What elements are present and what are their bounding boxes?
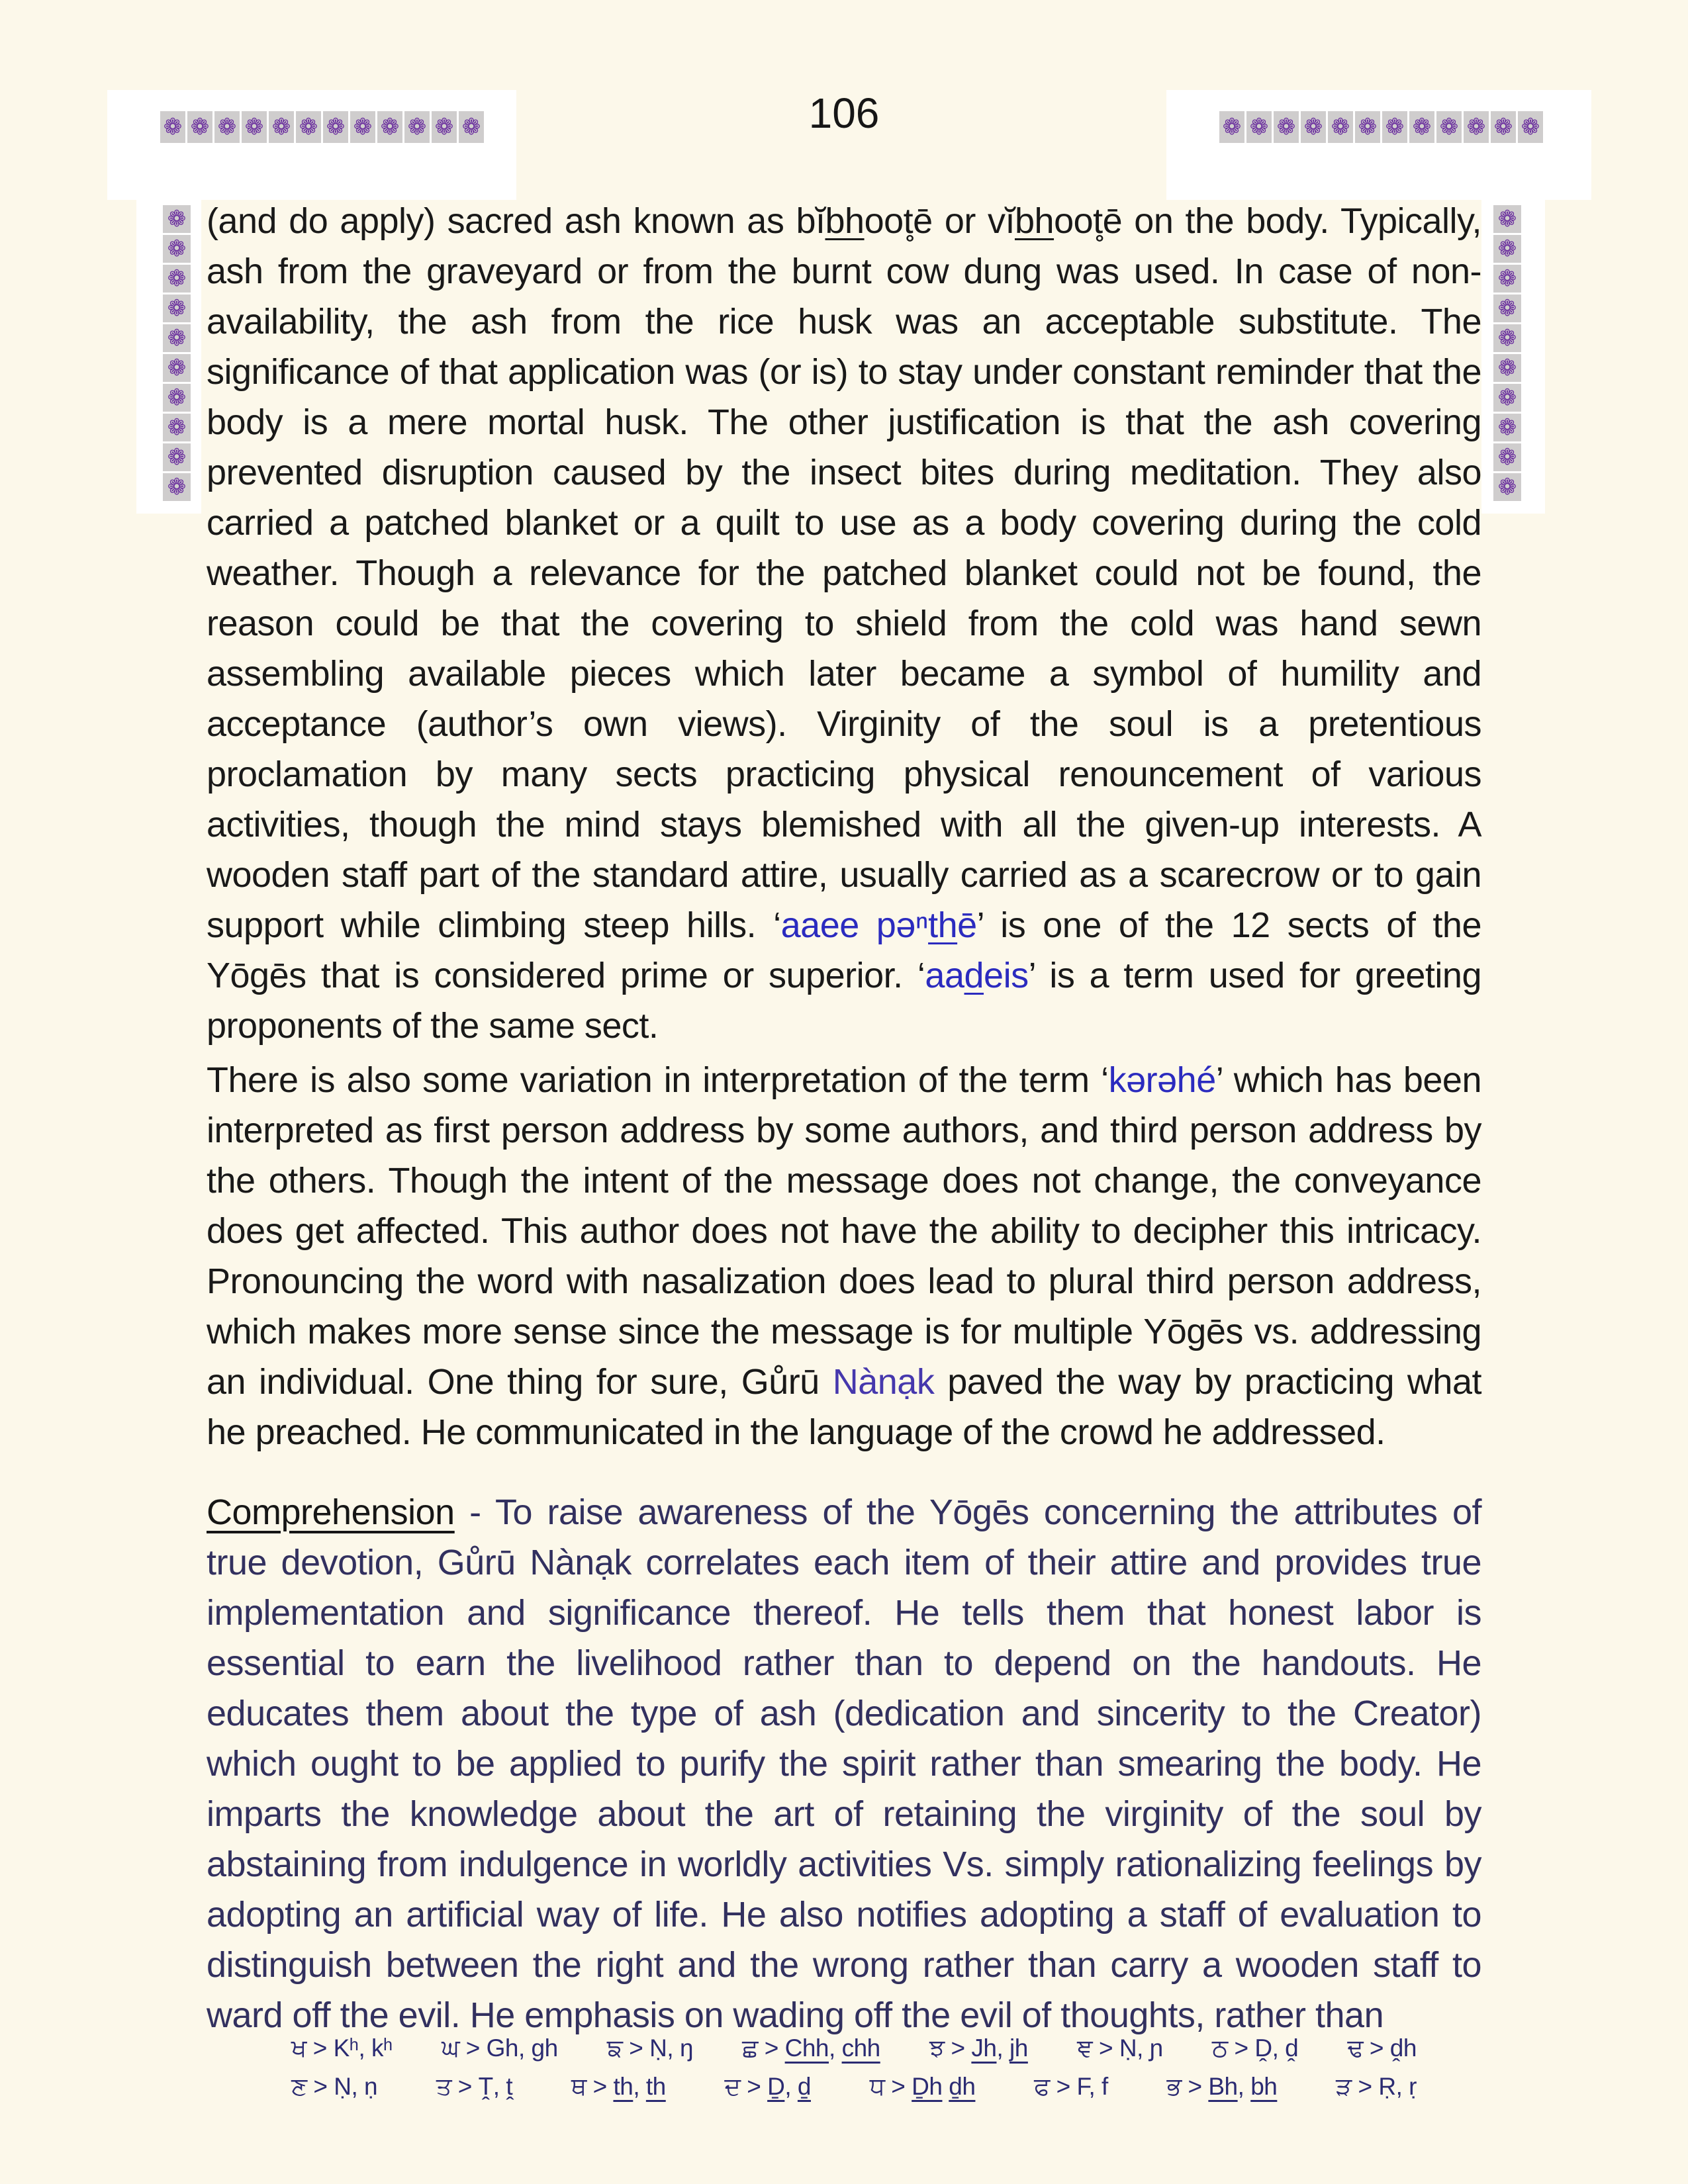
- page-number: 106: [808, 89, 880, 137]
- text-segment: Ḏ: [767, 2073, 785, 2100]
- text-segment: ,: [633, 2073, 646, 2100]
- text-segment: ḏ: [797, 2073, 811, 2100]
- phonetic-transliteration-key: [291, 2033, 1417, 2102]
- flower-icon: ❁: [1493, 473, 1521, 501]
- phonetic-key-item: [1167, 2071, 1278, 2102]
- flower-icon: ❁: [1493, 324, 1521, 352]
- phonetic-key-item: [870, 2071, 976, 2102]
- text-segment: [942, 2073, 949, 2100]
- text-segment: chh: [841, 2034, 880, 2062]
- phonetic-key-item: [1336, 2071, 1417, 2102]
- text-segment: ਝ >: [929, 2034, 972, 2062]
- flower-icon: ❁: [1409, 111, 1434, 143]
- flower-icon: ❁: [163, 384, 191, 412]
- phonetic-key-row-2: [291, 2071, 1417, 2102]
- text-segment: Jh: [971, 2034, 997, 2062]
- flower-icon: ❁: [1246, 111, 1272, 143]
- flower-icon: ❁: [350, 111, 375, 143]
- flower-icon: ❁: [1493, 414, 1521, 441]
- text-segment: ē: [957, 905, 977, 945]
- phonetic-key-item: [442, 2033, 558, 2064]
- flower-icon: ❁: [1493, 295, 1521, 322]
- text-segment: - To raise awareness of the Yōgēs concerning the attributes of true devotion, Gůrū Nànạk correlates each item of their attire and provides true implementation and significance thereof. He tells them that honest labor is essential to earn the livelihood rather than to depend on the handouts. He educates them about the type of ash (dedication and sincerity to the Creator) which ought to be applied to purify the spirit rather than smearing the body. He imparts the knowledge about the art of retaining the virginity of the soul by abstaining from indulgence in worldly activities Vs. simply rationalizing feelings by adopting an artificial way of life. He also notifies adopting a staff of evaluation to distinguish between the right and the wrong rather than carry a wooden staff to ward off the evil. He emphasis on wading off the evil of thoughts, rather than: [207, 1492, 1481, 2035]
- flower-icon: ❁: [1382, 111, 1407, 143]
- paragraph-comprehension: [207, 1487, 1481, 2040]
- text-segment: ,: [1237, 2073, 1251, 2100]
- paragraph-attire-ash: [207, 196, 1481, 1051]
- flower-icon: ❁: [323, 111, 348, 143]
- paragraph-karahe-variation: [207, 1055, 1481, 1457]
- flower-icon: ❁: [163, 324, 191, 352]
- text-segment: ਫ > F, f: [1034, 2073, 1108, 2100]
- phonetic-key-item: [742, 2033, 880, 2064]
- flower-icon: ❁: [163, 205, 191, 233]
- flower-icon: ❁: [1493, 265, 1521, 293]
- text-segment: ਭ >: [1166, 2073, 1209, 2100]
- text-segment: oot̥ē on the body. Typically, ash from the graveyard or from the burnt cow dung was used. In case of non-availability, the ash from the rice husk was an acceptable substitute. The significance of that application was (or is) to stay under constant reminder that the body is a mere mortal husk. The other justification is that the ash covering prevented disruption caused by the insect bites during meditation. They also carried a patched blanket or a quilt to use as a body covering during the cold weather. Though a relevance for the patched blanket could not be found, the reason could be that the covering to shield from the cold was hand sewn assembling available pieces which later became a symbol of humility and acceptance (author’s own views). Virginity of the soul is a pretentious proclamation by many sects practicing physical renouncement of various activities, though the mind stays blemished with all the given-up interests. A wooden staff part of the standard attire, usually carried as a scarecrow or to gain support while climbing steep hills. ‘: [207, 201, 1482, 945]
- flower-icon: ❁: [269, 111, 294, 143]
- text-segment: (and do apply) sacred ash known as bĭ: [207, 201, 825, 241]
- text-segment: ’ which has been interpreted as first person address by some authors, and third person address by the others. Though the intent of the message does not change, the conveyance does get affected. This author does not have the ability to decipher this intricacy. Pronouncing the word with nasalization does lead to plural third person address, which makes more sense since the message is for multiple Yōgēs vs. addressing an individual. One thing for sure, Gůrū: [207, 1060, 1481, 1402]
- phonetic-key-item: [724, 2071, 811, 2102]
- left-flower-border: [163, 205, 191, 501]
- body-text: [207, 196, 1481, 2040]
- text-segment: ਛ >: [742, 2034, 785, 2062]
- text-segment: bh: [1250, 2073, 1278, 2100]
- flower-icon: ❁: [163, 295, 191, 322]
- text-segment: ਣ > Ṇ, ṇ: [291, 2073, 378, 2100]
- flower-icon: ❁: [459, 111, 484, 143]
- flower-icon: ❁: [242, 111, 267, 143]
- text-segment: ਢ > ḓh: [1347, 2034, 1417, 2062]
- text-segment: Comprehension: [207, 1492, 455, 1532]
- flower-icon: ❁: [1355, 111, 1380, 143]
- flower-icon: ❁: [1328, 111, 1353, 143]
- text-segment: th: [613, 2073, 633, 2100]
- text-segment: th: [928, 905, 958, 945]
- text-segment: th: [645, 2073, 666, 2100]
- flower-icon: ❁: [163, 265, 191, 293]
- flower-icon: ❁: [163, 414, 191, 441]
- phonetic-key-row-1: [291, 2033, 1417, 2064]
- flower-icon: ❁: [1493, 384, 1521, 412]
- flower-icon: ❁: [432, 111, 457, 143]
- flower-icon: ❁: [163, 354, 191, 382]
- text-segment: ,: [784, 2073, 798, 2100]
- flower-icon: ❁: [1301, 111, 1326, 143]
- phonetic-key-item: [607, 2033, 693, 2064]
- text-segment: kərəhé: [1108, 1060, 1216, 1100]
- text-segment: d: [964, 956, 984, 995]
- phonetic-key-item: [291, 2033, 393, 2064]
- text-segment: ,: [829, 2034, 842, 2062]
- text-segment: ਙ > Ṇ, ŋ: [606, 2034, 693, 2062]
- flower-icon: ❁: [1274, 111, 1299, 143]
- text-segment: ,: [996, 2034, 1010, 2062]
- flower-icon: ❁: [404, 111, 430, 143]
- text-segment: Nànạk: [832, 1362, 935, 1402]
- text-segment: ਠ > Ḓ, ḓ: [1211, 2034, 1299, 2062]
- flower-icon: ❁: [163, 235, 191, 263]
- flower-icon: ❁: [187, 111, 212, 143]
- text-segment: eis: [984, 956, 1029, 995]
- flower-icon: ❁: [214, 111, 240, 143]
- text-segment: There is also some variation in interpretation of the term ‘: [207, 1060, 1109, 1100]
- text-segment: aaee pəⁿ: [780, 905, 929, 945]
- flower-icon: ❁: [1493, 354, 1521, 382]
- text-segment: bh: [1014, 201, 1055, 241]
- text-segment: ਞ > Ṇ, ɲ: [1077, 2034, 1163, 2062]
- text-segment: ਧ >: [869, 2073, 912, 2100]
- text-segment: ਥ >: [571, 2073, 614, 2100]
- flower-icon: ❁: [296, 111, 321, 143]
- flower-icon: ❁: [163, 473, 191, 501]
- flower-icon: ❁: [160, 111, 185, 143]
- phonetic-key-item: [436, 2071, 512, 2102]
- text-segment: ’ is a term used for greeting proponents of the same sect.: [207, 956, 1481, 1046]
- text-segment: ਘ > Gh, gh: [441, 2034, 558, 2062]
- text-segment: paved the way by practicing what he preached. He communicated in the language of the crowd he addressed.: [207, 1362, 1481, 1452]
- text-segment: Chh: [784, 2034, 829, 2062]
- text-segment: jh: [1009, 2034, 1028, 2062]
- text-segment: Bh: [1208, 2073, 1238, 2100]
- text-segment: ਤ > Ṱ, ṱ: [436, 2073, 513, 2100]
- flower-icon: ❁: [1436, 111, 1462, 143]
- text-segment: ਖ > Kʰ, kʰ: [291, 2034, 393, 2062]
- flower-icon: ❁: [1493, 205, 1521, 233]
- text-segment: bh: [825, 201, 865, 241]
- text-segment: oot̥ē or vĭ: [864, 201, 1015, 241]
- phonetic-key-item: [1212, 2033, 1298, 2064]
- text-segment: Ḏh: [912, 2073, 943, 2100]
- text-segment: ੜ > Ṛ, ṛ: [1336, 2073, 1417, 2100]
- phonetic-key-item: [929, 2033, 1028, 2064]
- flower-icon: ❁: [1219, 111, 1244, 143]
- text-segment: aa: [925, 956, 964, 995]
- flower-icon: ❁: [1518, 111, 1543, 143]
- flower-icon: ❁: [1491, 111, 1516, 143]
- flower-icon: ❁: [1464, 111, 1489, 143]
- right-flower-border: [1493, 205, 1521, 501]
- text-segment: ḏh: [949, 2073, 976, 2100]
- flower-icon: ❁: [1493, 235, 1521, 263]
- flower-icon: ❁: [1493, 443, 1521, 471]
- flower-icon: ❁: [163, 443, 191, 471]
- phonetic-key-item: [291, 2071, 377, 2102]
- phonetic-key-item: [1347, 2033, 1416, 2064]
- text-segment: ਦ >: [724, 2073, 768, 2100]
- phonetic-key-item: [571, 2071, 666, 2102]
- phonetic-key-item: [1077, 2033, 1163, 2064]
- phonetic-key-item: [1034, 2071, 1108, 2102]
- text-segment: ’ is one of the 12 sects of the Yōgēs that is considered prime or superior. ‘: [207, 905, 1481, 995]
- flower-icon: ❁: [377, 111, 402, 143]
